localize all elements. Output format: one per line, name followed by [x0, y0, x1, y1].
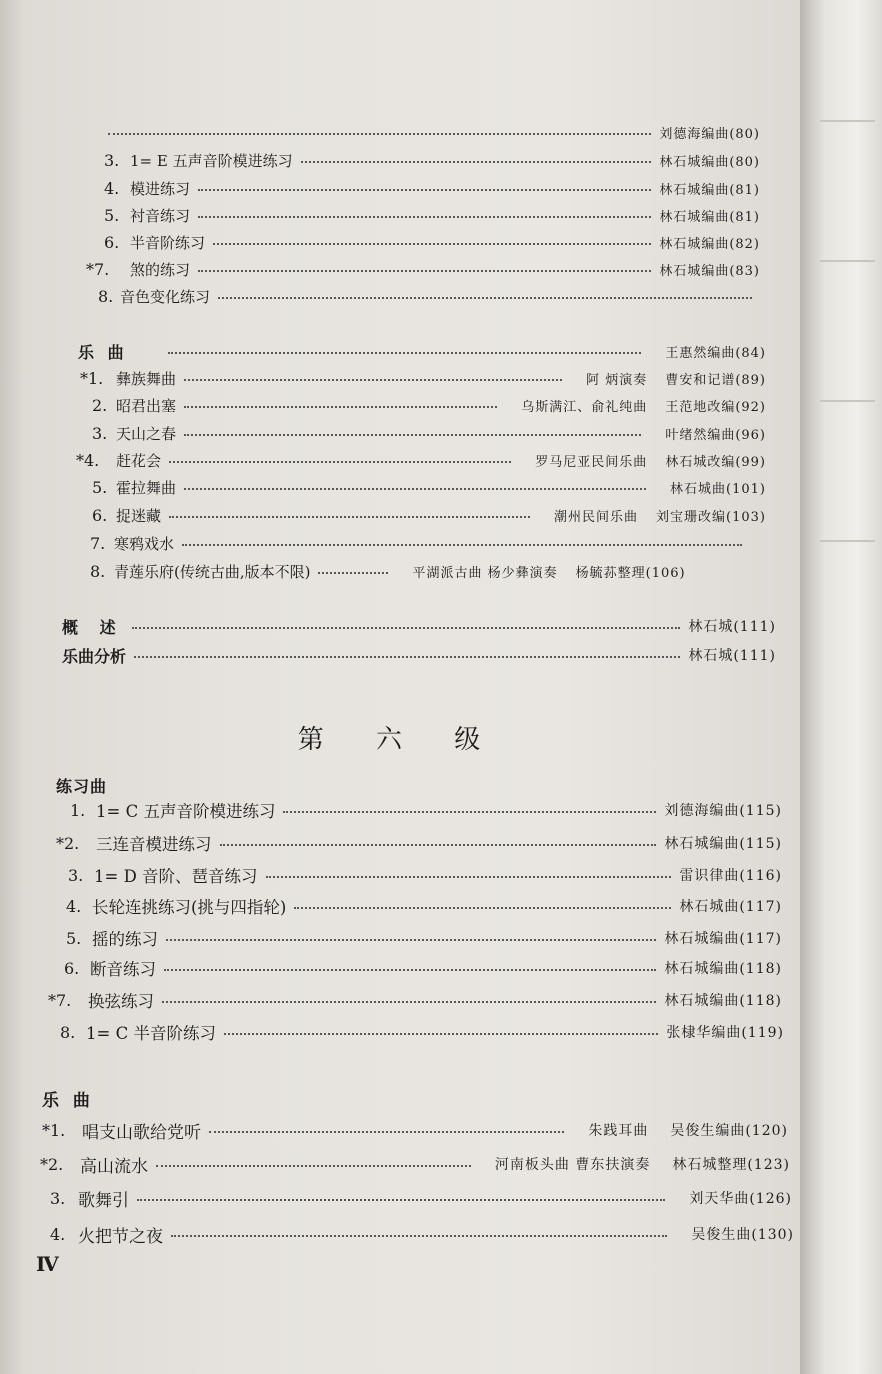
- entry-credit: 林石城(111): [688, 648, 776, 664]
- toc-entry: [62, 612, 776, 640]
- entry-number: 7.: [90, 533, 106, 553]
- page-edge-line: [820, 540, 875, 542]
- entry-credit: 林石城改编(99): [665, 454, 766, 470]
- entry-credit: 叶绪然编曲(96): [665, 427, 766, 443]
- leader-dots: [209, 1131, 564, 1133]
- leader-dots: [184, 488, 646, 490]
- toc-entry: [86, 255, 760, 283]
- toc-entry: [70, 796, 782, 824]
- entry-title: 青莲乐府(传统古曲,版本不限): [114, 562, 311, 581]
- entry-title: 唱支山歌给党听: [82, 1122, 201, 1143]
- entry-number: 6.: [64, 958, 80, 978]
- toc-entry: [66, 892, 782, 920]
- entry-credit: 刘天华曲(126): [689, 1191, 792, 1207]
- toc-entry: [42, 1116, 788, 1144]
- toc-entry: [80, 364, 766, 392]
- entry-number: 6.: [104, 232, 120, 252]
- leader-dots: [184, 434, 641, 436]
- entry-number: *1.: [42, 1120, 66, 1140]
- leader-dots: [318, 572, 388, 574]
- entry-title: 歌舞引: [78, 1190, 129, 1211]
- entry-composer: 乌斯满江、俞礼纯曲: [521, 399, 648, 415]
- leader-dots: [169, 516, 530, 518]
- entry-number: *2.: [56, 833, 80, 853]
- leader-dots: [198, 270, 651, 272]
- entry-credit: 林石城编曲(118): [664, 993, 782, 1009]
- toc-entry: [104, 174, 760, 202]
- leader-dots: [184, 379, 562, 381]
- entry-title: 煞的练习: [130, 260, 191, 279]
- entry-title: 三连音模进练习: [96, 835, 212, 854]
- entry-credit: 林石城编曲(115): [664, 836, 782, 852]
- section-heading: 乐 曲: [78, 343, 128, 362]
- entry-credit: 刘德海编曲(80): [659, 126, 760, 142]
- leader-dots: [132, 627, 681, 629]
- entry-title: 换弦练习: [88, 992, 154, 1011]
- entry-title: 捉迷藏: [116, 506, 162, 525]
- entry-number: 3.: [50, 1188, 66, 1208]
- entry-credit: 林石城编曲(80): [659, 154, 760, 170]
- leader-dots: [184, 406, 497, 408]
- leader-dots: [162, 1001, 656, 1003]
- entry-number: 5.: [66, 928, 82, 948]
- entry-number: 2.: [92, 395, 108, 415]
- entry-title: 1= D 音阶、琶音练习: [94, 867, 258, 886]
- leader-dots: [168, 352, 641, 354]
- entry-credit: 吴俊生曲(130): [691, 1227, 794, 1243]
- leader-dots: [198, 189, 651, 191]
- entry-credit: 刘德海编曲(115): [664, 803, 782, 819]
- entry-title: 赶花会: [116, 451, 162, 470]
- toc-entry: [92, 473, 766, 501]
- entry-credit: 林石城曲(101): [670, 481, 766, 497]
- section-heading: 乐 曲: [42, 1091, 94, 1111]
- entry-composer: 朱践耳曲: [588, 1123, 649, 1139]
- toc-entry: [56, 829, 782, 857]
- entry-title: 衬音练习: [130, 206, 191, 225]
- entry-number: 8.: [60, 1022, 76, 1042]
- level-title: 第 六 级: [297, 725, 503, 755]
- toc-entry: [68, 861, 782, 889]
- leader-dots: [220, 844, 657, 846]
- leader-dots: [294, 907, 671, 909]
- entry-title: 概 述: [62, 617, 124, 637]
- entry-number: 1.: [70, 800, 86, 820]
- leader-dots: [198, 216, 651, 218]
- toc-entry: [90, 529, 766, 557]
- leader-dots: [218, 297, 752, 299]
- entry-credit: 雷识律曲(116): [679, 868, 782, 884]
- entry-composer: 罗马尼亚民间乐曲: [535, 454, 648, 470]
- leader-dots: [224, 1033, 658, 1035]
- entry-credit: 刘宝珊改编(103): [656, 509, 766, 525]
- entry-title: 乐曲分析: [62, 646, 127, 666]
- leader-dots: [166, 939, 656, 941]
- entry-number: 3.: [68, 865, 84, 885]
- toc-entry: [104, 201, 760, 229]
- leader-dots: [301, 161, 652, 163]
- leader-dots: [213, 243, 651, 245]
- entry-credit: 林石城编曲(118): [664, 961, 782, 977]
- entry-credit: 吴俊生编曲(120): [670, 1123, 788, 1139]
- leader-dots: [169, 461, 511, 463]
- entry-credit: 杨毓荪整理(106): [575, 565, 686, 581]
- entry-number: 3.: [92, 423, 108, 443]
- entry-title: 半音阶练习: [130, 233, 206, 252]
- entry-title: 霍拉舞曲: [116, 478, 177, 497]
- toc-entry: [48, 986, 782, 1014]
- entry-number: 8.: [98, 286, 114, 306]
- entry-credit: 林石城编曲(83): [659, 263, 760, 279]
- entry-title: 彝族舞曲: [116, 369, 177, 388]
- entry-credit: 林石城编曲(82): [659, 236, 760, 252]
- toc-entry: [40, 1150, 790, 1178]
- entry-credit: 王范地改编(92): [665, 399, 766, 415]
- next-page-edge: [800, 0, 882, 1374]
- toc-entry: [98, 282, 760, 310]
- entry-title: 火把节之夜: [78, 1226, 163, 1247]
- entry-credit: 林石城编曲(81): [659, 182, 760, 198]
- entry-title: 摇的练习: [92, 930, 158, 949]
- toc-entry: [62, 641, 776, 669]
- entry-number: *4.: [76, 450, 100, 470]
- leader-dots: [266, 876, 672, 878]
- leader-dots: [182, 544, 742, 546]
- leader-dots: [134, 656, 680, 658]
- toc-entry: [100, 118, 760, 146]
- page-edge-line: [820, 400, 875, 402]
- entry-number: *2.: [40, 1154, 64, 1174]
- entry-title: 断音练习: [90, 960, 156, 979]
- entry-number: 5.: [104, 205, 120, 225]
- toc-entry: [92, 501, 766, 529]
- entry-number: *7.: [86, 259, 110, 279]
- leader-dots: [156, 1165, 471, 1167]
- toc-entry: [104, 228, 760, 256]
- entry-credit: 张棣华编曲(119): [666, 1025, 784, 1041]
- entry-credit: 王惠然编曲(84): [665, 345, 766, 361]
- entry-number: 5.: [92, 477, 108, 497]
- entry-title: 天山之春: [116, 424, 177, 443]
- entry-title: 模进练习: [130, 179, 191, 198]
- toc-entry: [104, 146, 760, 174]
- entry-composer: 阿 炳演奏: [586, 372, 648, 388]
- entry-credit: 曹安和记谱(89): [665, 372, 766, 388]
- leader-dots: [283, 811, 656, 813]
- entry-number: 8.: [90, 561, 106, 581]
- entry-title: 音色变化练习: [120, 287, 211, 306]
- entry-title: 长轮连挑练习(挑与四指轮): [92, 898, 287, 917]
- entry-title: 寒鸦戏水: [114, 534, 175, 553]
- entry-title: 1= C 半音阶练习: [86, 1024, 216, 1043]
- toc-entry: [60, 1018, 784, 1046]
- section-heading: 练习曲: [56, 777, 108, 796]
- toc-entry: [50, 1184, 792, 1212]
- toc-entry: [76, 446, 766, 474]
- entry-composer: 平湖派古曲 杨少彝演奏: [412, 565, 558, 581]
- leader-dots: [164, 969, 656, 971]
- page-edge-line: [820, 120, 875, 122]
- toc-entry: [92, 419, 766, 447]
- toc-entry: [66, 924, 782, 952]
- entry-title: 昭君出塞: [116, 396, 177, 415]
- entry-number: *1.: [80, 368, 104, 388]
- entry-number: 4.: [66, 896, 82, 916]
- entry-number: 4.: [104, 178, 120, 198]
- entry-number: *7.: [48, 990, 72, 1010]
- toc-entry: [160, 337, 766, 365]
- entry-number: 6.: [92, 505, 108, 525]
- entry-composer: 潮州民间乐曲: [554, 509, 639, 525]
- toc-entry: [64, 954, 782, 982]
- entry-composer: 河南板头曲 曹东扶演奏: [494, 1157, 651, 1173]
- entry-number: 4.: [50, 1224, 66, 1244]
- leader-dots: [137, 1199, 665, 1201]
- toc-entry: [90, 557, 774, 585]
- entry-title: 1= E 五声音阶模进练习: [130, 151, 293, 170]
- entry-credit: 林石城(111): [688, 619, 776, 635]
- entry-credit: 林石城编曲(81): [659, 209, 760, 225]
- page-edge-line: [820, 260, 875, 262]
- leader-dots: [171, 1235, 667, 1237]
- entry-title: 1= C 五声音阶模进练习: [96, 802, 276, 821]
- toc-entry: [50, 1220, 794, 1248]
- entry-credit: 林石城整理(123): [672, 1157, 790, 1173]
- entry-credit: 林石城编曲(117): [664, 931, 782, 947]
- leader-dots: [108, 133, 651, 135]
- page-number: Ⅳ: [36, 1252, 59, 1276]
- toc-entry: [92, 391, 766, 419]
- entry-title: 高山流水: [80, 1156, 148, 1177]
- entry-number: 3.: [104, 150, 120, 170]
- entry-credit: 林石城曲(117): [679, 899, 782, 915]
